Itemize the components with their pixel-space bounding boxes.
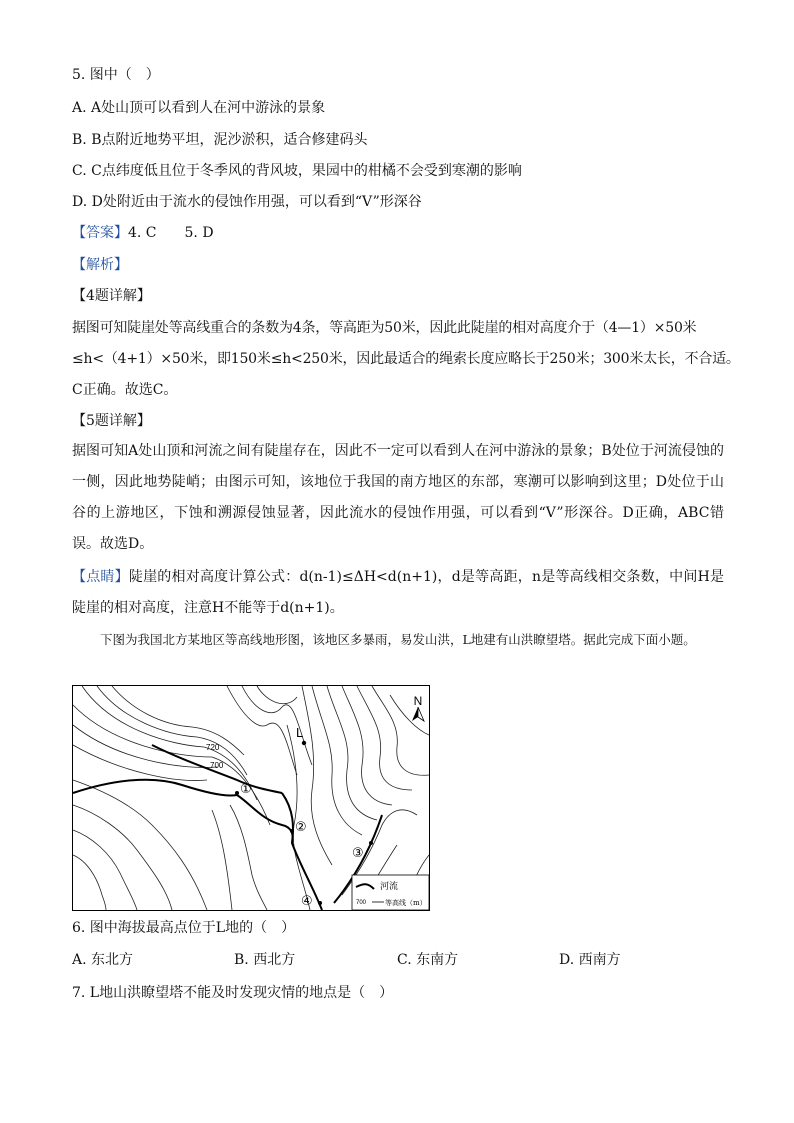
tip-label: 【点睛】 [72, 569, 129, 585]
point-L-dot [302, 741, 306, 745]
tip-block [72, 562, 724, 624]
north-label: N [413, 694, 423, 708]
point-L-label: L [296, 725, 304, 740]
answer-text: 4. C 5. D [128, 225, 214, 241]
q6-option-b: B. 西北方 [234, 952, 296, 968]
answer-line [72, 223, 214, 243]
marker-4-dot [318, 901, 322, 905]
marker-4: ④ [301, 894, 313, 909]
q6-option-d: D. 西南方 [559, 952, 621, 968]
q4-detail-line-3: C正确。故选C。 [72, 382, 178, 398]
q4-detail-line-2: ≤h<（4+1）×50米，即150米≤h<250米，因此最适合的绳索长度应略长于250米；300米太长，不合适。 [72, 351, 740, 367]
contour-map [72, 685, 430, 911]
q4-detail-label: 【4题详解】 [72, 288, 151, 304]
answer-label: 【答案】 [72, 225, 128, 241]
q5-option-d: D. D处附近由于流水的侵蚀作用强，可以看到“V”形深谷 [72, 194, 422, 210]
analysis-label: 【解析】 [72, 257, 128, 273]
q6-option-c: C. 东南方 [397, 952, 459, 968]
contour-label-720: 720 [206, 743, 220, 752]
q7-stem: 7. L地山洪瞭望塔不能及时发现灾情的地点是（ ） [72, 985, 394, 1001]
q6-stem: 6. 图中海拔最高点位于L地的（ ） [72, 920, 296, 936]
q5-option-a: A. A处山顶可以看到人在河中游泳的景象 [72, 100, 326, 116]
legend-contour-value: 700 [356, 900, 367, 906]
q4-detail-line-1: 据图可知陡崖处等高线重合的条数为4条，等高距为50米，因此此陡崖的相对高度介于（4—1）×50米 [72, 320, 697, 336]
map-intro: 下图为我国北方某地区等高线地形图，该地区多暴雨，易发山洪，L地建有山洪瞭望塔。据此完成下面小题。 [100, 632, 696, 647]
marker-2-dot [290, 829, 294, 833]
q5-option-b: B. B点附近地势平坦，泥沙淤积，适合修建码头 [72, 132, 368, 148]
marker-3: ③ [352, 846, 364, 861]
contour-label-700: 700 [210, 761, 224, 770]
marker-1: ① [240, 782, 252, 797]
marker-2: ② [295, 820, 307, 835]
marker-3-dot [369, 841, 373, 845]
q5-stem: 5. 图中（ ） [72, 67, 160, 83]
legend [352, 875, 429, 910]
q5-detail-text: 据图可知A处山顶和河流之间有陡崖存在，因此不一定可以看到人在河中游泳的景象；B处位于河流侵蚀的一侧，因此地势陡峭；由图示可知，该地位于我国的南方地区的东部，寒潮可以影响到这里；D处位于山谷的上游地区，下蚀和溯源侵蚀显著，因此流水的侵蚀作用强，可以看到“V”形深谷。D正确，ABC错误。故选D。 [72, 443, 724, 552]
legend-river-label: 河流 [380, 882, 399, 892]
q5-detail-label: 【5题详解】 [72, 413, 151, 429]
legend-contour-label: 等高线（m） [385, 899, 427, 907]
q6-option-a: A. 东北方 [72, 952, 134, 968]
q5-option-c: C. C点纬度低且位于冬季风的背风坡，果园中的柑橘不会受到寒潮的影响 [72, 163, 522, 179]
tip-text: 陡崖的相对高度计算公式：d(n-1)≤ΔH<d(n+1)，d是等高距，n是等高线相交条数，中间H是陡崖的相对高度，注意H不能等于d(n+1)。 [72, 569, 725, 616]
marker-1-dot [235, 791, 239, 795]
